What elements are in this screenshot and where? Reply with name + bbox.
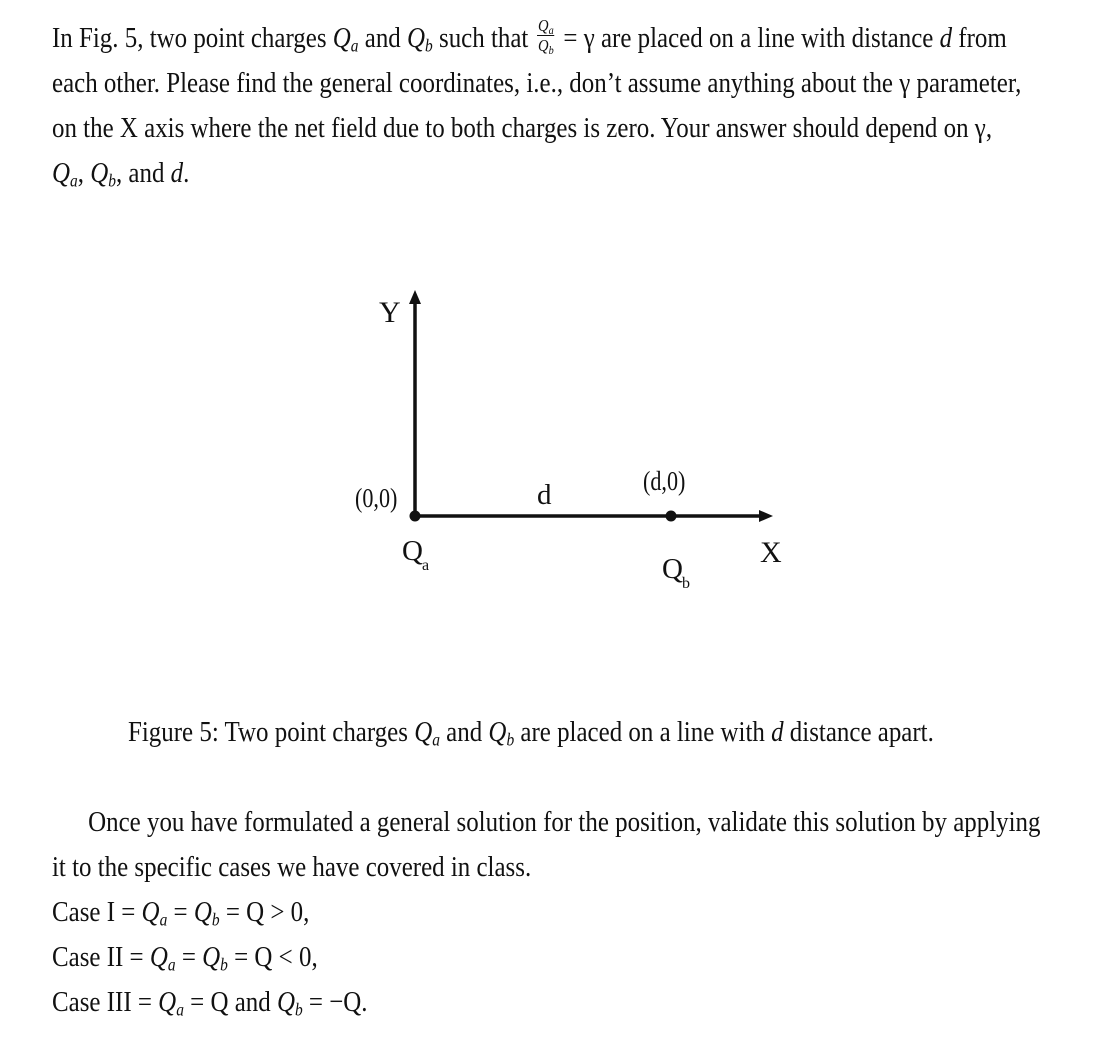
case-3: Case III = $Q_a = Q$ and $Q_b = -Q$. [52,986,368,1020]
problem-line-2: each other. Please find the general coordinates, i.e., don’t assume anything about the γ parameter, [52,67,1022,99]
case-2: Case II = $Q_a = Q_b = Q < 0$, [52,941,318,975]
charge-a-dot [410,511,421,522]
charge-b-label: Q [662,553,683,585]
followup-line-2: it to the specific cases we have covered in class. [52,851,532,883]
origin-label: (0,0) [355,484,398,514]
y-axis-arrowhead [409,290,421,304]
point-d-label: (d,0) [643,467,686,497]
problem-line-4: $Q_a$, $Q_b$, and d. [52,157,190,191]
followup-section [52,800,1041,1025]
charge-a-label: Q [402,535,423,567]
x-axis-label: X [760,536,782,569]
figure-caption: Figure 5: Two point charges $Q_a$ and $Q_b$ are placed on a line with d distance apart. [128,716,934,750]
followup-line-1: Once you have formulated a general solution for the position, validate this solution by applying [88,806,1041,838]
distance-label: d [537,479,552,511]
charge-a-subscript: a [422,557,430,574]
y-axis-label: Y [379,296,401,329]
x-axis-arrowhead [759,510,773,522]
charge-b-subscript: b [682,575,690,592]
problem-line-1: In Fig. 5, two point charges $Q_a$ and $Q_b$ such that $\frac{Q_a}{Q_b}$ = γ are placed on a line with distance d from [52,15,1007,57]
case-1: Case $I = Q_a = Q_b = Q > 0$, [52,896,310,930]
problem-line-3: on the X axis where the net field due to both charges is zero. Your answer should depend on γ, [52,112,993,144]
charge-b-dot [666,511,677,522]
ratio-fraction: $\frac{Q_a}{Q_b}$ [538,15,554,57]
